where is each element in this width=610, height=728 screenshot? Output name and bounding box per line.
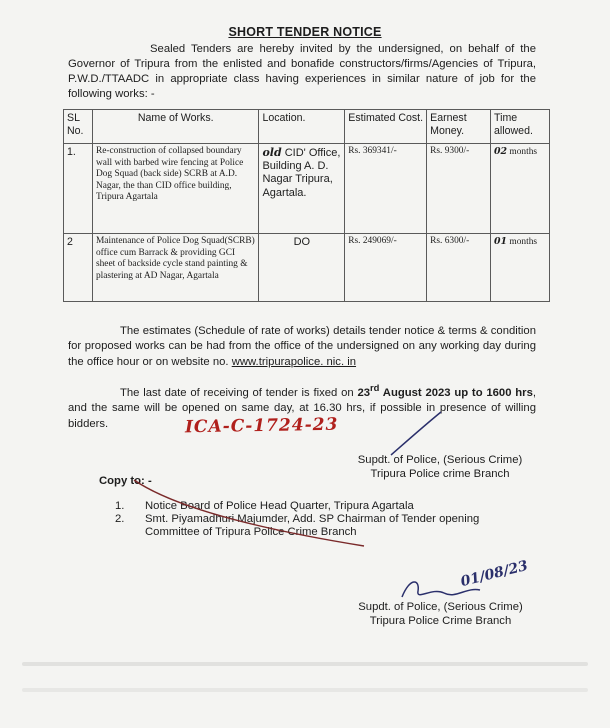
list-item-number: 2. xyxy=(115,513,125,525)
header-sl: SL No. xyxy=(64,110,93,144)
signature-1-line2: Tripura Police crime Branch xyxy=(370,468,510,480)
table-header-row xyxy=(64,110,550,144)
handwritten-reference: ICA-C-1724-23 xyxy=(184,414,339,438)
row-time-unit: months xyxy=(509,237,538,247)
estimates-paragraph xyxy=(68,324,536,370)
list-item-text: Smt. Piyamadhuri Majumder, Add. SP Chairman of Tender opening xyxy=(145,513,480,525)
scan-fold-mark xyxy=(22,688,588,692)
handwritten-location-note: old xyxy=(262,146,282,159)
works-table xyxy=(63,109,550,302)
row-cost: Rs. 249069/- xyxy=(345,234,427,302)
row-sl: 2 xyxy=(64,234,93,302)
row-sl: 1. xyxy=(64,144,93,234)
row-time xyxy=(491,144,550,234)
scan-fold-mark xyxy=(22,662,588,666)
last-date-sup: rd xyxy=(370,382,380,393)
signature-block-2 xyxy=(328,600,553,628)
row-time xyxy=(491,234,550,302)
signature-1-line1: Supdt. of Police, (Serious Crime) xyxy=(357,454,523,466)
last-date-day: 23 xyxy=(357,386,371,399)
row-money: Rs. 9300/- xyxy=(427,144,491,234)
header-money: Earnest Money. xyxy=(427,110,491,144)
intro-paragraph: Sealed Tenders are hereby invited by the undersigned, on behalf of the Governor of Tripura from the enlisted and bonafide constructors/firms/Agencies of Tripura, P.W.D./TTAADC in appropriate class having experiences in similar nature of job for the following works: - xyxy=(68,43,536,100)
handwritten-cross-stroke xyxy=(132,476,367,548)
signature-2-line2: Tripura Police Crime Branch xyxy=(369,615,512,627)
handwritten-time: 01 xyxy=(494,236,508,247)
signature-date: 01/08/23 xyxy=(459,557,530,591)
last-date-bold: August 2023 up to 1600 hrs xyxy=(382,386,533,399)
row-name: Maintenance of Police Dog Squad(SCRB) office cum Barrack & providing GCI sheet of backside cycle stand painting & plastering at AD Nagar, Agartala xyxy=(92,234,258,302)
website-link[interactable]: www.tripurapolice. nic. in xyxy=(231,355,357,368)
last-date-pre: The last date of receiving of tender is fixed on xyxy=(120,386,354,399)
signature-2-line1: Supdt. of Police, (Serious Crime) xyxy=(358,601,523,613)
signature-stroke-1 xyxy=(385,409,445,459)
row-cost: Rs. 369341/- xyxy=(345,144,427,234)
header-time: Time allowed. xyxy=(491,110,550,144)
notice-title: SHORT TENDER NOTICE xyxy=(228,25,382,39)
header-cost: Estimated Cost. xyxy=(345,110,427,144)
row-location: DO xyxy=(259,234,345,302)
row-money: Rs. 6300/- xyxy=(427,234,491,302)
header-location: Location. xyxy=(259,110,345,144)
copy-to-label: Copy to: - xyxy=(99,475,152,487)
list-item-number: 1. xyxy=(115,500,125,512)
header-name: Name of Works. xyxy=(92,110,258,144)
row-location-text: CID' Office, Building A. D. Nagar Tripura, Agartala. xyxy=(262,147,341,199)
table-row xyxy=(64,144,550,234)
estimates-text: The estimates (Schedule of rate of works) details tender notice & terms & condition for proposed works can be had from the office of the undersigned on any working day during the office hour or on website no. xyxy=(68,325,536,368)
last-date-post: , and the same will be opened on same day, at 16.30 hrs, if possible in presence of willing bidders. xyxy=(68,386,536,430)
list-item-continuation: Committee of Tripura Police Crime Branch xyxy=(145,526,357,538)
handwritten-time: 02 xyxy=(494,146,508,157)
list-item-text: Notice Board of Police Head Quarter, Tripura Agartala xyxy=(145,500,414,512)
row-location xyxy=(259,144,345,234)
table-row xyxy=(64,234,550,302)
row-time-unit: months xyxy=(509,147,538,157)
row-name: Re-construction of collapsed boundary wall with barbed wire fencing at Police Dog Squad (back side) SCRB at A.D. Nagar, the than CID office building, Tripura Agartala xyxy=(92,144,258,234)
